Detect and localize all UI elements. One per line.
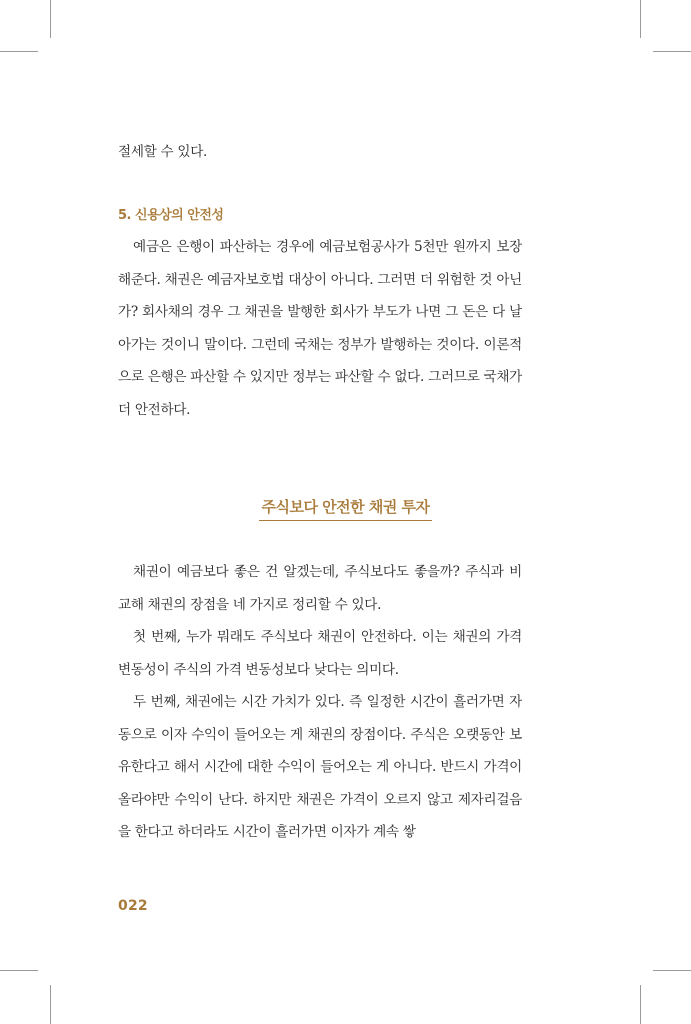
crop-mark-top-left xyxy=(50,0,51,38)
paragraph-continuation: 절세할 수 있다. xyxy=(118,144,208,160)
paragraph-intro: 채권이 예금보다 좋은 건 알겠는데, 주식보다도 좋을까? 주식과 비교해 채권의 장점을 네 가지로 정리할 수 있다. xyxy=(118,564,522,613)
section-title xyxy=(0,496,691,521)
crop-mark-top-right-h xyxy=(653,51,691,52)
subheading: 5. 신용상의 안전성 xyxy=(118,208,224,223)
crop-mark-bottom-left-h xyxy=(0,970,38,971)
crop-mark-top-left-h xyxy=(0,51,38,52)
crop-mark-bottom-left xyxy=(50,985,51,1024)
crop-mark-top-right xyxy=(640,0,641,38)
crop-mark-bottom-right xyxy=(640,985,641,1024)
paragraph-second-point: 두 번째, 채권에는 시간 가치가 있다. 즉 일정한 시간이 흘러가면 자동으로 이자 수익이 들어오는 게 채권의 장점이다. 주식은 오랫동안 보유한다고 해서 시간에 대한 수익이 들어오는 게 아니다. 반드시 가격이 올라야만 수익이 난다. 하지만 채권은 가격이 오르지 않고 제자리걸음을 한다고 하더라도 시간이 흘러가면 이자가 계속 쌓 xyxy=(118,694,522,840)
page-number: 022 xyxy=(118,898,148,914)
paragraph-credit-safety: 예금은 은행이 파산하는 경우에 예금보험공사가 5천만 원까지 보장해준다. 채권은 예금자보호법 대상이 아니다. 그러면 더 위험한 것 아닌가? 회사채의 경우 그 채권을 발행한 회사가 부도가 나면 그 돈은 다 날아가는 것이니 말이다. 그런데 국채는 정부가 발행하는 것이다. 이론적으로 은행은 파산할 수 있지만 정부는 파산할 수 없다. 그러므로 국채가 더 안전하다. xyxy=(118,239,522,418)
crop-mark-bottom-right-h xyxy=(653,970,691,971)
paragraph-first-point: 첫 번째, 누가 뭐래도 주식보다 채권이 안전하다. 이는 채권의 가격 변동성이 주식의 가격 변동성보다 낮다는 의미다. xyxy=(118,629,522,678)
section-title-text: 주식보다 안전한 채권 투자 xyxy=(259,496,431,521)
